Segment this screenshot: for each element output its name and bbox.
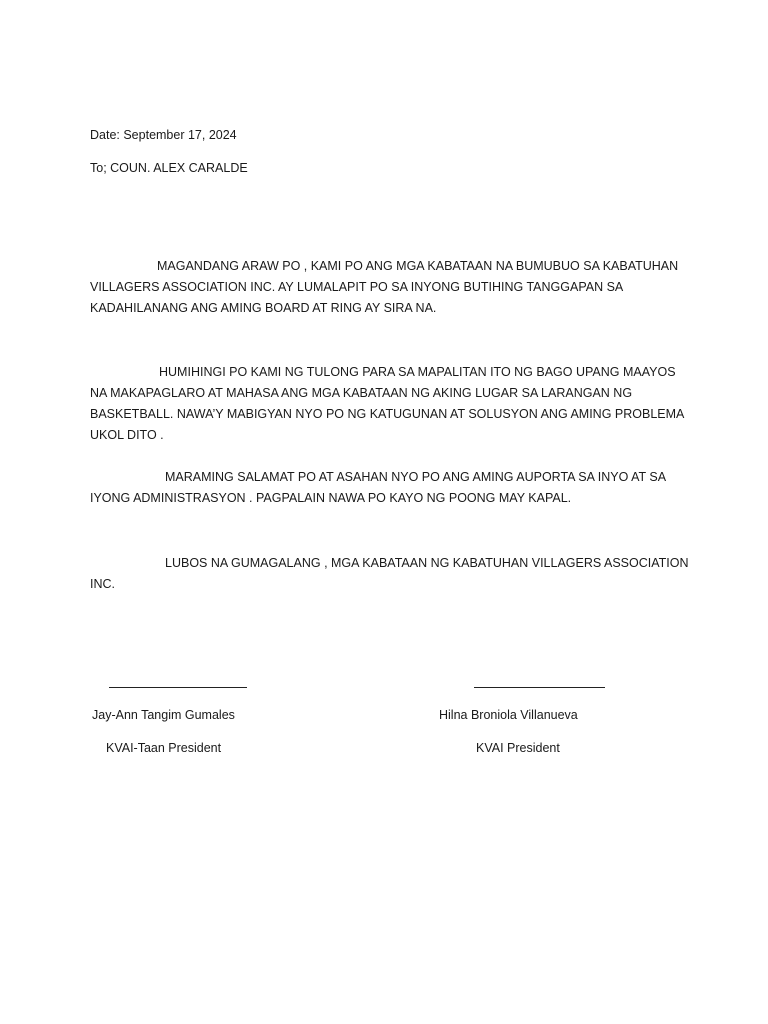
signatory-name-right: Hilna Broniola Villanueva bbox=[439, 708, 578, 722]
signature-line-left bbox=[109, 687, 247, 688]
closing-paragraph: LUBOS NA GUMAGALANG , MGA KABATAAN NG KABATUHAN VILLAGERS ASSOCIATION INC. bbox=[90, 556, 689, 591]
signature-line-right bbox=[474, 687, 605, 688]
signatory-title-left: KVAI-Taan President bbox=[106, 741, 222, 755]
signatory-name-left: Jay-Ann Tangim Gumales bbox=[92, 708, 235, 722]
letter-date: Date: September 17, 2024 bbox=[90, 128, 237, 142]
body-paragraph-1: MAGANDANG ARAW PO , KAMI PO ANG MGA KABATAAN NA BUMUBUO SA KABATUHAN VILLAGERS ASSOCIATION INC. AY LUMALAPIT PO SA INYONG BUTIHING TANGGAPAN SA KADAHILANANG ANG AMING BOARD AT RING AY SIRA NA. bbox=[90, 259, 679, 315]
body-paragraph-3: MARAMING SALAMAT PO AT ASAHAN NYO PO ANG AMING AUPORTA SA INYO AT SA IYONG ADMINISTRASYON . PAGPALAIN NAWA PO KAYO NG POONG MAY KAPAL. bbox=[90, 470, 666, 505]
body-paragraph-2: HUMIHINGI PO KAMI NG TULONG PARA SA MAPALITAN ITO NG BAGO UPANG MAAYOS NA MAKAPAGLARO AT MAHASA ANG MGA KABATAAN NG AKING LUGAR SA LARANGAN NG BASKETBALL. NAWA’Y MABIGYAN NYO PO NG KATUGUNAN AT SOLUSYON ANG AMING PROBLEMA UKOL DITO . bbox=[90, 365, 684, 442]
signatory-title-right: KVAI President bbox=[476, 741, 560, 755]
letter-recipient: To; COUN. ALEX CARALDE bbox=[90, 161, 248, 175]
